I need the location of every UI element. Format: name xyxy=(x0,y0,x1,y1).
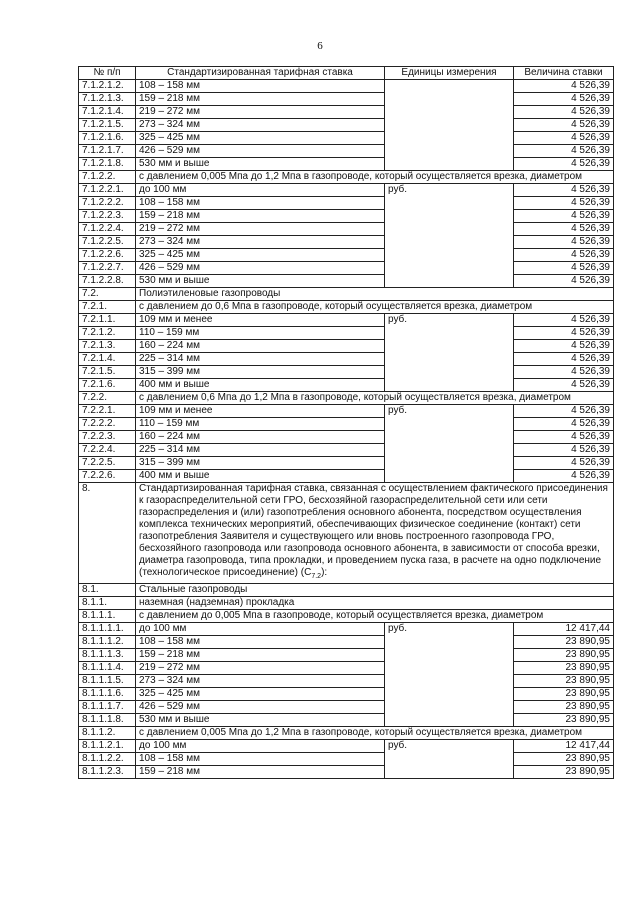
row-number: 8.1.1.2. xyxy=(79,727,136,740)
rate-value: 4 526,39 xyxy=(514,327,614,340)
diameter-range: до 100 мм xyxy=(136,184,385,197)
row-number: 7.2.2.2. xyxy=(79,418,136,431)
diameter-range: 225 – 314 мм xyxy=(136,353,385,366)
row-number: 7.1.2.2.4. xyxy=(79,223,136,236)
unit-cell: руб. xyxy=(385,314,514,392)
diameter-range: 159 – 218 мм xyxy=(136,210,385,223)
row-number: 7.2.1.4. xyxy=(79,353,136,366)
table-row xyxy=(79,753,614,766)
row-number: 8.1.1.1.3. xyxy=(79,649,136,662)
row-number: 8.1.1.1.6. xyxy=(79,688,136,701)
table-row xyxy=(79,623,614,636)
diameter-range: до 100 мм xyxy=(136,740,385,753)
diameter-range: 219 – 272 мм xyxy=(136,106,385,119)
section-row xyxy=(79,392,614,405)
section-row xyxy=(79,610,614,623)
rate-value: 4 526,39 xyxy=(514,223,614,236)
section-text-main: наземная (надземная) прокладка xyxy=(139,597,295,608)
unit-cell: руб. xyxy=(385,623,514,727)
row-number: 8.1.1.1.1. xyxy=(79,623,136,636)
table-row xyxy=(79,418,614,431)
table-row xyxy=(79,145,614,158)
rate-value: 4 526,39 xyxy=(514,340,614,353)
section-row xyxy=(79,483,614,584)
section-text xyxy=(136,171,614,184)
unit-cell xyxy=(385,80,514,171)
diameter-range: 315 – 399 мм xyxy=(136,457,385,470)
section-row xyxy=(79,727,614,740)
section-text xyxy=(136,610,614,623)
table-row xyxy=(79,662,614,675)
rate-value: 4 526,39 xyxy=(514,431,614,444)
diameter-range: 109 мм и менее xyxy=(136,405,385,418)
diameter-range: 426 – 529 мм xyxy=(136,701,385,714)
header-unit: Единицы измерения xyxy=(385,67,514,80)
table-row xyxy=(79,379,614,392)
diameter-range: 273 – 324 мм xyxy=(136,119,385,132)
tariff-table xyxy=(78,66,614,779)
table-row xyxy=(79,649,614,662)
row-number: 7.1.2.1.4. xyxy=(79,106,136,119)
row-number: 8.1.1.1.7. xyxy=(79,701,136,714)
table-row xyxy=(79,353,614,366)
row-number: 7.2.1. xyxy=(79,301,136,314)
table-row xyxy=(79,158,614,171)
table-row xyxy=(79,132,614,145)
table-row xyxy=(79,327,614,340)
rate-value: 4 526,39 xyxy=(514,249,614,262)
rate-value: 4 526,39 xyxy=(514,457,614,470)
section-text-main: Стандартизированная тарифная ставка, связанная с осуществлением фактического присоединения к газораспределительной сети ГРО, бесхозяйной газораспределительной сети или сети газораспределения и (или) газопотребления основного абонента, посредством осуществления комплекса технических мероприятий, обеспечивающих физическое соединение (контакт) сети газопотребления Заявителя и существующего или вновь построенного газопровода ГРО, бесхозяйного газопровода или газопровода основного абонента, в зависимости от способа врезки, диаметра газопровода, типа прокладки, и проведением пуска газа, в расчете на одно подключение (технологическое присоединение) (С xyxy=(139,483,608,578)
rate-value: 23 890,95 xyxy=(514,649,614,662)
diameter-range: 108 – 158 мм xyxy=(136,197,385,210)
rate-value: 4 526,39 xyxy=(514,197,614,210)
row-number: 7.1.2.2.6. xyxy=(79,249,136,262)
rate-value: 4 526,39 xyxy=(514,236,614,249)
section-text xyxy=(136,288,614,301)
table-row xyxy=(79,740,614,753)
row-number: 7.1.2.1.5. xyxy=(79,119,136,132)
table-row xyxy=(79,405,614,418)
diameter-range: 160 – 224 мм xyxy=(136,431,385,444)
section-text xyxy=(136,584,614,597)
table-row xyxy=(79,431,614,444)
rate-value: 12 417,44 xyxy=(514,623,614,636)
row-number: 8.1.1.1.2. xyxy=(79,636,136,649)
row-number: 7.1.2.2.1. xyxy=(79,184,136,197)
unit-cell: руб. xyxy=(385,405,514,483)
diameter-range: до 100 мм xyxy=(136,623,385,636)
diameter-range: 109 мм и менее xyxy=(136,314,385,327)
diameter-range: 400 мм и выше xyxy=(136,379,385,392)
row-number: 7.1.2.2.8. xyxy=(79,275,136,288)
row-number: 7.2.1.3. xyxy=(79,340,136,353)
section-row xyxy=(79,597,614,610)
row-number: 7.1.2.2. xyxy=(79,171,136,184)
diameter-range: 219 – 272 мм xyxy=(136,662,385,675)
diameter-range: 530 мм и выше xyxy=(136,158,385,171)
rate-value: 23 890,95 xyxy=(514,675,614,688)
row-number: 8. xyxy=(79,483,136,584)
rate-value: 4 526,39 xyxy=(514,80,614,93)
diameter-range: 160 – 224 мм xyxy=(136,340,385,353)
section-text xyxy=(136,392,614,405)
diameter-range: 325 – 425 мм xyxy=(136,249,385,262)
table-row xyxy=(79,249,614,262)
diameter-range: 325 – 425 мм xyxy=(136,688,385,701)
section-text-main: Полиэтиленовые газопроводы xyxy=(139,288,281,299)
rate-value: 4 526,39 xyxy=(514,353,614,366)
table-row xyxy=(79,184,614,197)
rate-value: 4 526,39 xyxy=(514,210,614,223)
table-row xyxy=(79,444,614,457)
diameter-range: 225 – 314 мм xyxy=(136,444,385,457)
table-row xyxy=(79,366,614,379)
rate-value: 23 890,95 xyxy=(514,701,614,714)
table-header-row xyxy=(79,67,614,80)
row-number: 8.1.1.2.2. xyxy=(79,753,136,766)
row-number: 7.2.1.2. xyxy=(79,327,136,340)
rate-value: 4 526,39 xyxy=(514,158,614,171)
table-row xyxy=(79,236,614,249)
diameter-range: 530 мм и выше xyxy=(136,714,385,727)
rate-value: 23 890,95 xyxy=(514,688,614,701)
rate-value: 4 526,39 xyxy=(514,366,614,379)
table-row xyxy=(79,93,614,106)
diameter-range: 110 – 159 мм xyxy=(136,327,385,340)
rate-value: 23 890,95 xyxy=(514,714,614,727)
diameter-range: 273 – 324 мм xyxy=(136,675,385,688)
row-number: 7.1.2.1.6. xyxy=(79,132,136,145)
header-value: Величина ставки xyxy=(514,67,614,80)
rate-subscript: 7.2 xyxy=(311,573,322,580)
rate-value: 4 526,39 xyxy=(514,132,614,145)
diameter-range: 325 – 425 мм xyxy=(136,132,385,145)
rate-value: 12 417,44 xyxy=(514,740,614,753)
row-number: 7.1.2.1.7. xyxy=(79,145,136,158)
table-row xyxy=(79,766,614,779)
row-number: 8.1.1.1.5. xyxy=(79,675,136,688)
row-number: 7.1.2.1.3. xyxy=(79,93,136,106)
row-number: 8.1.1. xyxy=(79,597,136,610)
header-number: № п/п xyxy=(79,67,136,80)
rate-value: 4 526,39 xyxy=(514,444,614,457)
row-number: 7.1.2.2.5. xyxy=(79,236,136,249)
rate-value: 4 526,39 xyxy=(514,184,614,197)
section-text-main: с давлением 0,005 Мпа до 1,2 Мпа в газопроводе, который осуществляется врезка, диаметром xyxy=(139,727,583,738)
table-row xyxy=(79,340,614,353)
rate-value: 4 526,39 xyxy=(514,262,614,275)
table-row xyxy=(79,714,614,727)
section-text xyxy=(136,483,614,584)
section-row xyxy=(79,288,614,301)
section-row xyxy=(79,171,614,184)
row-number: 8.1.1.2.3. xyxy=(79,766,136,779)
diameter-range: 273 – 324 мм xyxy=(136,236,385,249)
rate-value: 4 526,39 xyxy=(514,418,614,431)
row-number: 7.2.2.3. xyxy=(79,431,136,444)
rate-value: 4 526,39 xyxy=(514,275,614,288)
table-body xyxy=(79,80,614,779)
diameter-range: 108 – 158 мм xyxy=(136,80,385,93)
row-number: 8.1. xyxy=(79,584,136,597)
table-row xyxy=(79,223,614,236)
unit-cell: руб. xyxy=(385,740,514,779)
rate-value: 4 526,39 xyxy=(514,145,614,158)
section-row xyxy=(79,301,614,314)
section-text xyxy=(136,301,614,314)
diameter-range: 426 – 529 мм xyxy=(136,262,385,275)
table-row xyxy=(79,210,614,223)
section-text-main: с давлением 0,005 Мпа до 1,2 Мпа в газопроводе, который осуществляется врезка, диаметром xyxy=(139,171,583,182)
table-row xyxy=(79,80,614,93)
row-number: 7.2.2.1. xyxy=(79,405,136,418)
section-text-main: с давлением 0,6 Мпа до 1,2 Мпа в газопроводе, который осуществляется врезка, диаметром xyxy=(139,392,571,403)
section-text xyxy=(136,597,614,610)
row-number: 7.2.2.6. xyxy=(79,470,136,483)
table-row xyxy=(79,675,614,688)
rate-value: 4 526,39 xyxy=(514,314,614,327)
rate-value: 23 890,95 xyxy=(514,753,614,766)
row-number: 7.2.2.4. xyxy=(79,444,136,457)
rate-value: 4 526,39 xyxy=(514,119,614,132)
row-number: 8.1.1.1.8. xyxy=(79,714,136,727)
row-number: 7.2.2. xyxy=(79,392,136,405)
row-number: 7.2.1.5. xyxy=(79,366,136,379)
rate-value: 4 526,39 xyxy=(514,379,614,392)
row-number: 8.1.1.2.1. xyxy=(79,740,136,753)
section-text-main: с давлением до 0,005 Мпа в газопроводе, который осуществляется врезка, диаметром xyxy=(139,610,544,621)
rate-value: 23 890,95 xyxy=(514,766,614,779)
row-number: 7.2.2.5. xyxy=(79,457,136,470)
rate-value: 23 890,95 xyxy=(514,636,614,649)
diameter-range: 159 – 218 мм xyxy=(136,93,385,106)
diameter-range: 530 мм и выше xyxy=(136,275,385,288)
table-row xyxy=(79,106,614,119)
section-text-main: с давлением до 0,6 Мпа в газопроводе, который осуществляется врезка, диаметром xyxy=(139,301,533,312)
diameter-range: 108 – 158 мм xyxy=(136,753,385,766)
section-text-end: ): xyxy=(321,567,328,578)
table-row xyxy=(79,701,614,714)
diameter-range: 159 – 218 мм xyxy=(136,649,385,662)
row-number: 8.1.1.1. xyxy=(79,610,136,623)
diameter-range: 426 – 529 мм xyxy=(136,145,385,158)
diameter-range: 110 – 159 мм xyxy=(136,418,385,431)
row-number: 7.2.1.1. xyxy=(79,314,136,327)
row-number: 7.2.1.6. xyxy=(79,379,136,392)
table-row xyxy=(79,275,614,288)
table-row xyxy=(79,457,614,470)
section-text-main: Стальные газопроводы xyxy=(139,584,248,595)
section-text xyxy=(136,727,614,740)
diameter-range: 219 – 272 мм xyxy=(136,223,385,236)
table-row xyxy=(79,119,614,132)
page-number: 6 xyxy=(317,40,323,52)
table-row xyxy=(79,636,614,649)
rate-value: 23 890,95 xyxy=(514,662,614,675)
row-number: 7.1.2.2.7. xyxy=(79,262,136,275)
row-number: 7.1.2.1.2. xyxy=(79,80,136,93)
unit-cell: руб. xyxy=(385,184,514,288)
table-row xyxy=(79,314,614,327)
rate-value: 4 526,39 xyxy=(514,470,614,483)
row-number: 7.2. xyxy=(79,288,136,301)
diameter-range: 315 – 399 мм xyxy=(136,366,385,379)
table-row xyxy=(79,262,614,275)
section-row xyxy=(79,584,614,597)
header-rate: Стандартизированная тарифная ставка xyxy=(136,67,385,80)
row-number: 7.1.2.2.3. xyxy=(79,210,136,223)
diameter-range: 108 – 158 мм xyxy=(136,636,385,649)
diameter-range: 400 мм и выше xyxy=(136,470,385,483)
row-number: 8.1.1.1.4. xyxy=(79,662,136,675)
rate-value: 4 526,39 xyxy=(514,93,614,106)
rate-value: 4 526,39 xyxy=(514,405,614,418)
diameter-range: 159 – 218 мм xyxy=(136,766,385,779)
table-row xyxy=(79,470,614,483)
rate-value: 4 526,39 xyxy=(514,106,614,119)
row-number: 7.1.2.1.8. xyxy=(79,158,136,171)
table-row xyxy=(79,688,614,701)
table-row xyxy=(79,197,614,210)
row-number: 7.1.2.2.2. xyxy=(79,197,136,210)
